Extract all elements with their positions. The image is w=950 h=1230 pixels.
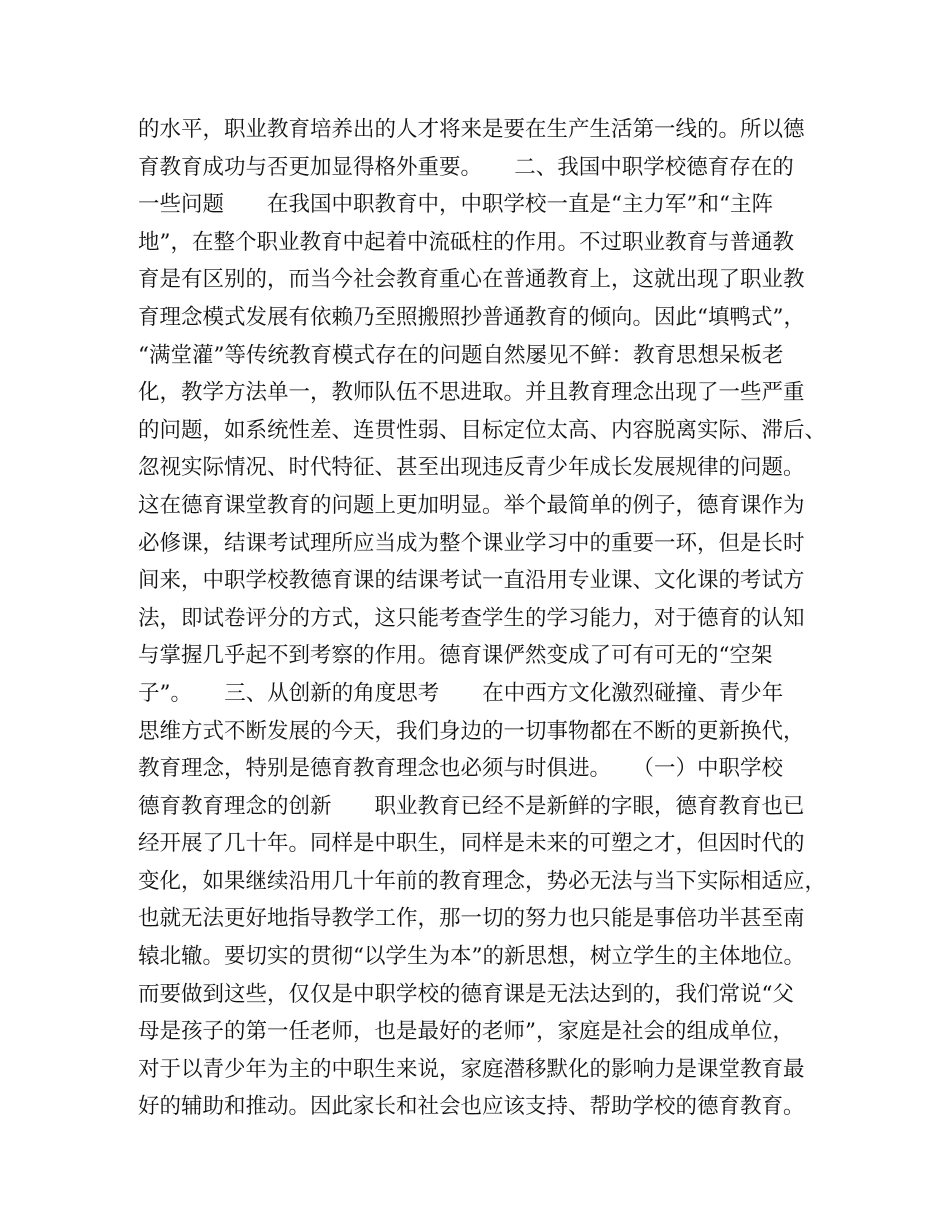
text-line: 辕北辙。要切实的贯彻“以学生为本”的新思想，树立学生的主体地位。 [138,944,805,970]
text-line: 对于以青少年为主的中职生来说，家庭潜移默化的影响力是课堂教育最 [138,1056,805,1082]
text-line: “满堂灌”等传统教育模式存在的问题自然屡见不鲜：教育思想呆板老 [138,342,784,368]
text-line: 法，即试卷评分的方式，这只能考查学生的学习能力，对于德育的认知 [138,605,805,631]
text-line: 地”，在整个职业教育中起着中流砥柱的作用。不过职业教育与普通教 [138,229,794,255]
text-line: 间来，中职学校教德育课的结课考试一直沿用专业课、文化课的考试方 [138,568,805,594]
text-line: 经开展了几十年。同样是中职生，同样是未来的可塑之才，但因时代的 [138,831,805,857]
text-line: 德育教育理念的创新 职业教育已经不是新鲜的字眼，德育教育也已 [138,793,805,819]
text-line: 一些问题 在我国中职教育中，中职学校一直是“主力军”和“主阵 [138,192,773,218]
text-line: 与掌握几乎起不到考察的作用。德育课俨然变成了可有可无的“空架 [138,643,773,669]
text-line: 育教育成功与否更加显得格外重要。 二、我国中职学校德育存在的 [138,154,794,180]
text-line: 育理念模式发展有依赖乃至照搬照抄普通教育的倾向。因此“填鸭式”， [138,304,805,330]
text-line: 育是有区别的，而当今社会教育重心在普通教育上，这就出现了职业教 [138,267,805,293]
text-line: 的问题，如系统性差、连贯性弱、目标定位太高、内容脱离实际、滞后、 [138,417,827,443]
text-line: 教育理念，特别是德育教育理念也必须与时俱进。 （一）中职学校 [138,756,784,782]
text-line: 而要做到这些，仅仅是中职学校的德育课是无法达到的，我们常说“父 [138,981,794,1007]
text-line: 也就无法更好地指导教学工作，那一切的努力也只能是事倍功半甚至南 [138,906,805,932]
text-line: 忽视实际情况、时代特征、甚至出现违反青少年成长发展规律的问题。 [138,455,805,481]
text-line: 这在德育课堂教育的问题上更加明显。举个最简单的例子，德育课作为 [138,492,805,518]
text-line: 化，教学方法单一，教师队伍不思进取。并且教育理念出现了一些严重 [138,380,805,406]
text-line: 子”。 三、从创新的角度思考 在中西方文化激烈碰撞、青少年 [138,680,784,706]
body-text [138,111,838,1126]
text-line: 好的辅助和推动。因此家长和社会也应该支持、帮助学校的德育教育。 [138,1094,805,1120]
text-line: 母是孩子的第一任老师，也是最好的老师”，家庭是社会的组成单位， [138,1019,794,1045]
text-line: 变化，如果继续沿用几十年前的教育理念，势必无法与当下实际相适应， [138,868,827,894]
text-line: 必修课，结课考试理所应当成为整个课业学习中的重要一环，但是长时 [138,530,805,556]
text-line: 思维方式不断发展的今天，我们身边的一切事物都在不断的更新换代， [138,718,805,744]
text-line: 的水平，职业教育培养出的人才将来是要在生产生活第一线的。所以德 [138,117,805,142]
